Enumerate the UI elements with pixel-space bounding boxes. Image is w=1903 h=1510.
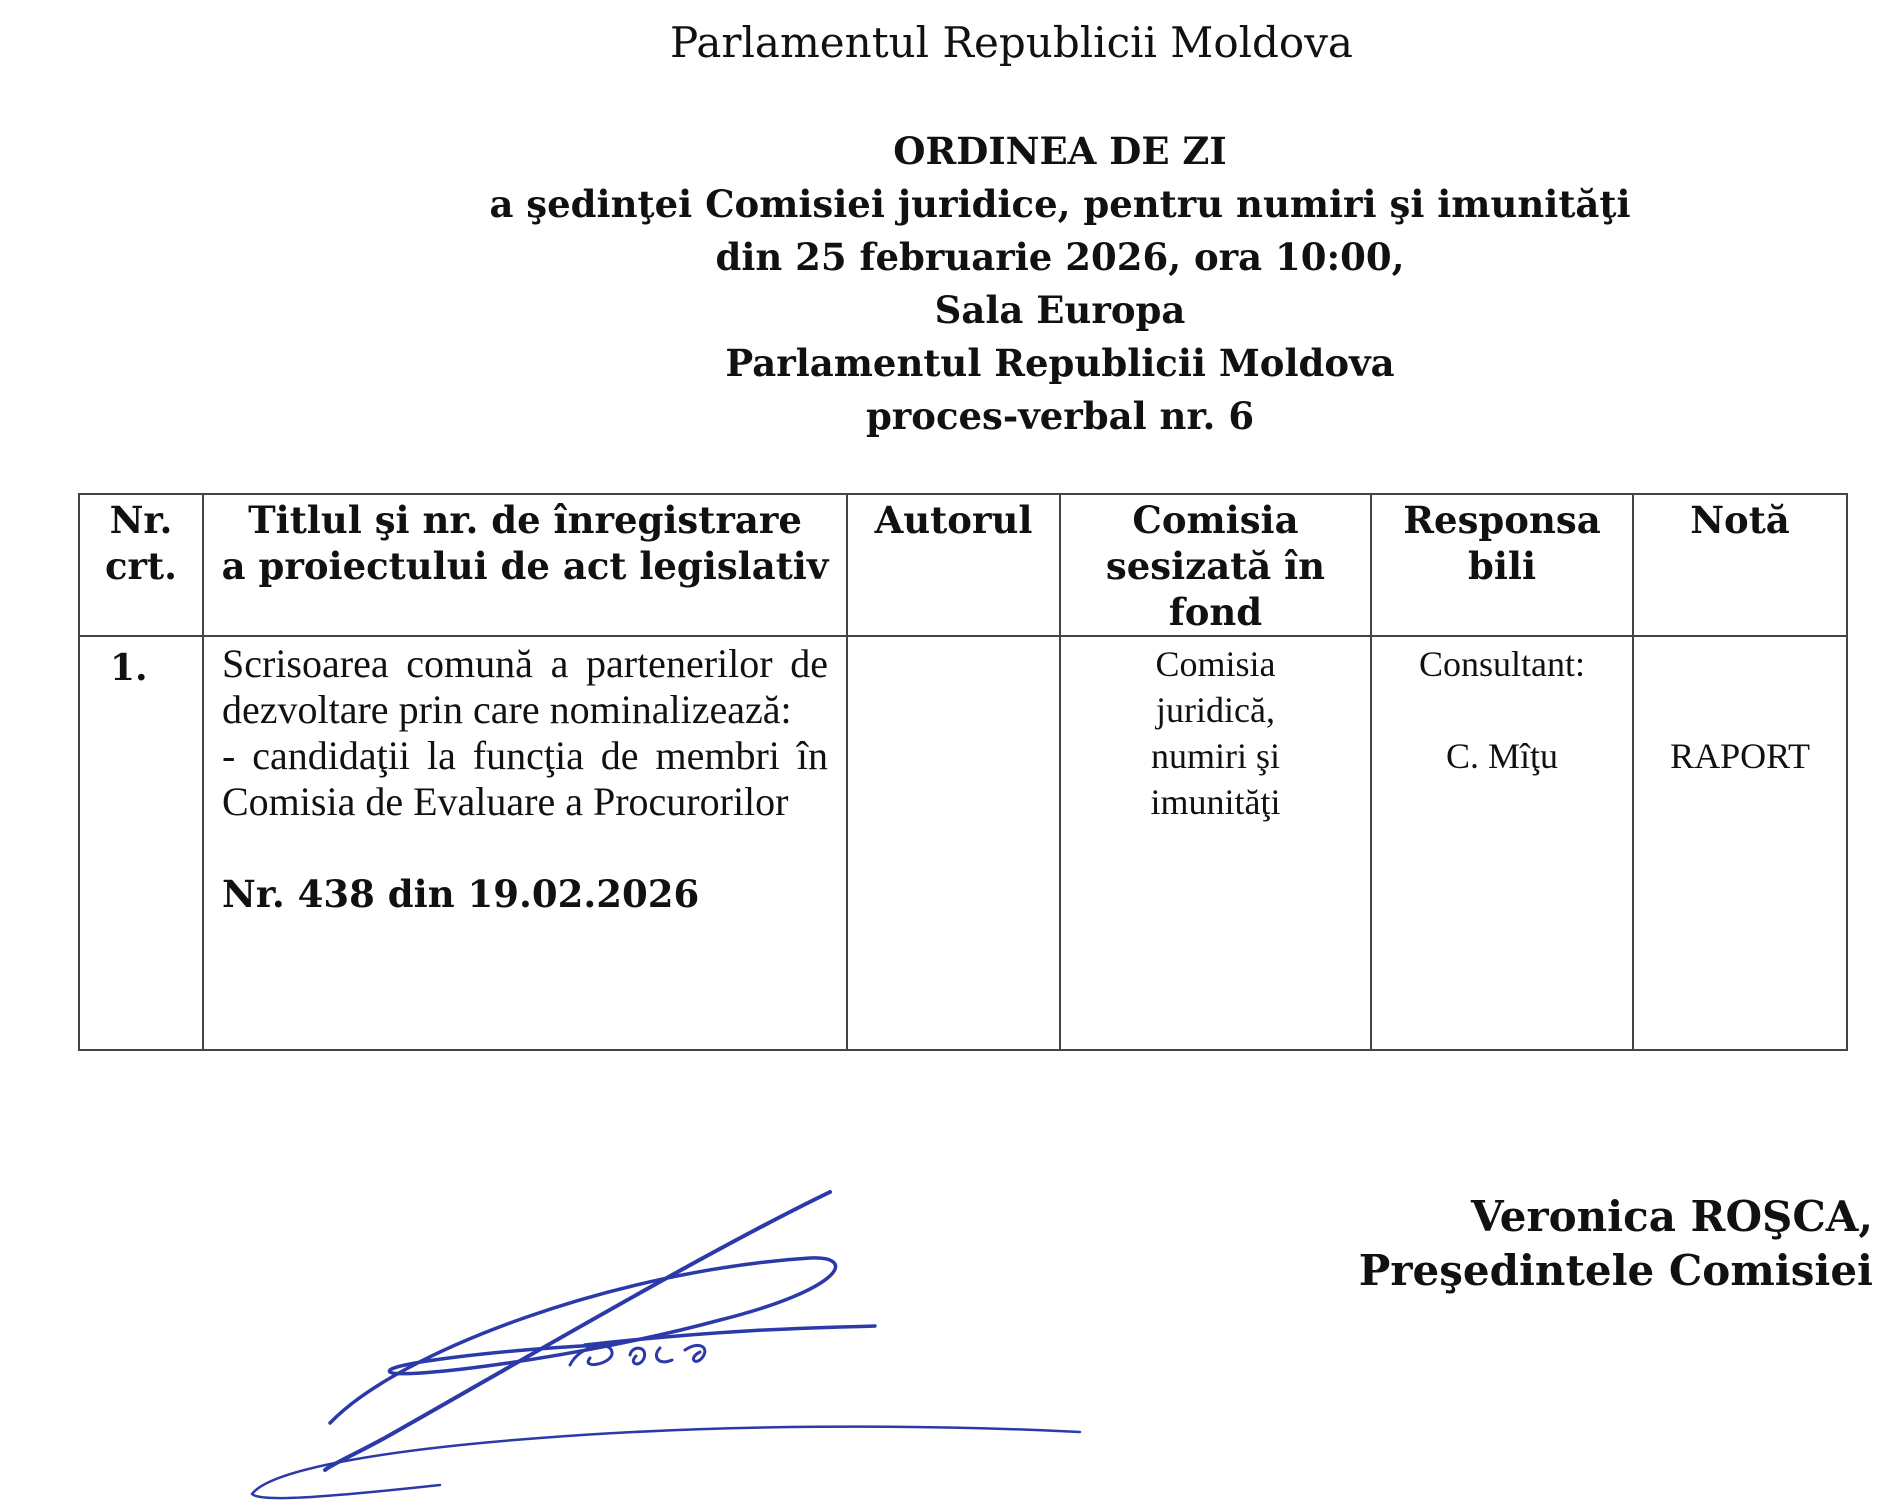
row-committee-line4: imunităţi (1150, 782, 1281, 822)
signature-stroke-sweep (252, 1427, 1080, 1499)
table-header-row (79, 494, 1847, 636)
header-nr-line1: Nr. (109, 498, 173, 542)
row-note: RAPORT (1633, 636, 1847, 1050)
row-committee-line2: juridică, (1156, 690, 1275, 730)
header-committee (1060, 494, 1371, 636)
signature-stroke-loop (330, 1258, 836, 1423)
header-nr (79, 494, 203, 636)
signature-stroke-letters (570, 1345, 705, 1365)
header-responsible-line1: Responsa (1403, 498, 1601, 542)
header-committee-line1: Comisia (1132, 498, 1299, 542)
row-committee (1060, 636, 1371, 1050)
row-nr: 1. (79, 636, 203, 1050)
header-organization: Parlamentul Republicii Moldova (670, 18, 1353, 67)
header-note (1633, 494, 1847, 636)
row-responsible (1371, 636, 1633, 1050)
header-author-text: Autorul (874, 498, 1033, 542)
header-title-line2: a proiectului de act legislativ (221, 544, 829, 588)
header-responsible-line2: bili (1467, 544, 1537, 588)
header-title (203, 494, 847, 636)
row-committee-line3: numiri şi (1150, 736, 1280, 776)
row-author (847, 636, 1060, 1050)
header-note-text: Notă (1690, 498, 1790, 542)
signatory-name: Veronica ROŞCA, (1471, 1192, 1873, 1241)
table-row (79, 636, 1847, 1050)
header-responsible (1371, 494, 1633, 636)
header-nr-line2: crt. (105, 544, 177, 588)
row-responsible-role: Consultant: (1418, 644, 1585, 684)
row-registration-number: Nr. 438 din 19.02.2026 (222, 872, 700, 916)
header-committee-line3: fond (1168, 590, 1263, 634)
row-description: Scrisoarea comună a partenerilor de dezvoltare prin care nominalizează: (222, 641, 828, 732)
header-author (847, 494, 1060, 636)
signature-image (240, 1180, 1090, 1510)
row-title (203, 636, 847, 1050)
agenda-title: ORDINEA DE ZI (893, 129, 1227, 173)
signature-stroke-underline (585, 1326, 875, 1345)
agenda-table (78, 493, 1848, 1051)
row-responsible-name: C. Mîţu (1445, 736, 1559, 776)
agenda-room-line: Sala Europa (934, 288, 1186, 332)
agenda-date-line: din 25 februarie 2026, ora 10:00, (715, 235, 1405, 279)
signatory-block (1359, 1190, 1873, 1298)
header-title-line1: Titlul şi nr. de înregistrare (248, 498, 802, 542)
row-committee-line1: Comisia (1155, 644, 1276, 684)
header-committee-line2: sesizată în (1105, 544, 1326, 588)
agenda-heading (200, 125, 1903, 443)
row-description-item: - candidaţii la funcţia de membri în Comisia de Evaluare a Procurorilor (222, 733, 828, 824)
agenda-session-line: a şedinţei Comisiei juridice, pentru numiri şi imunităţi (489, 182, 1631, 226)
agenda-minutes-line: proces-verbal nr. 6 (865, 394, 1255, 438)
signatory-position: Preşedintele Comisiei (1358, 1246, 1873, 1295)
agenda-institution-line: Parlamentul Republicii Moldova (725, 341, 1395, 385)
